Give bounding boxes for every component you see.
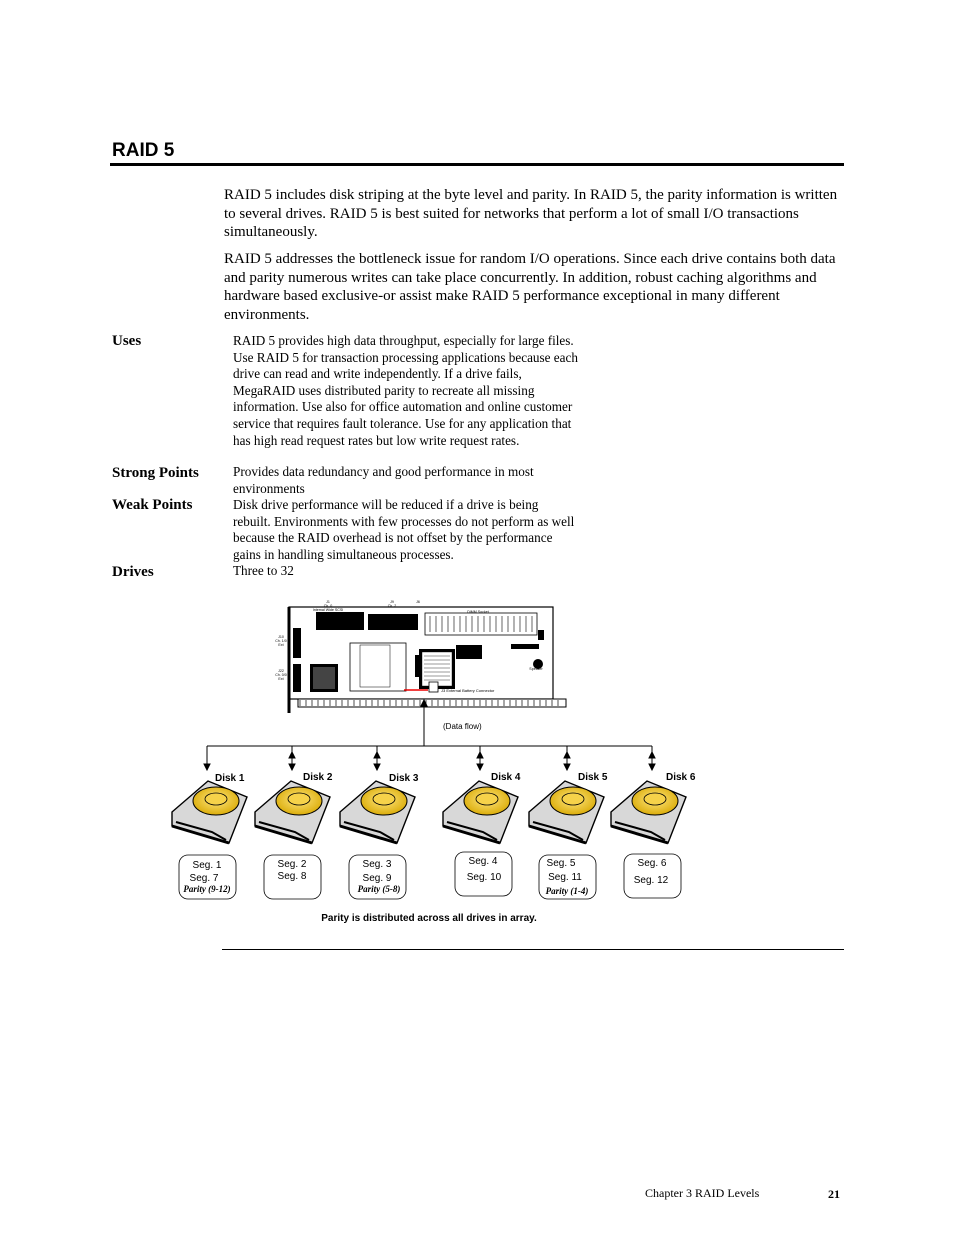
board-label-j9: J9 bbox=[390, 600, 394, 604]
data-flow-bus bbox=[204, 700, 655, 770]
board-label-ext-1: Ext bbox=[278, 643, 284, 647]
drives-label: Drives bbox=[112, 564, 154, 580]
disk-5-parity: Parity (1-4) bbox=[545, 886, 589, 896]
disk-6-label: Disk 6 bbox=[666, 772, 696, 783]
disk-3-seg-a: Seg. 3 bbox=[362, 859, 392, 870]
board-label-ext-2: Ext bbox=[278, 677, 284, 681]
disk-4 bbox=[443, 772, 521, 896]
board-label-dimm: DIMM Socket bbox=[467, 610, 489, 614]
footer-page-number: 21 bbox=[828, 1187, 840, 1201]
disk-3-parity: Parity (5-8) bbox=[357, 884, 401, 894]
intro-paragraph-1: RAID 5 includes disk striping at the byte level and parity. In RAID 5, the parity information is written to several drives. RAID 5 is best suited for networks that perform a lot of small I/O transactions simultaneously. bbox=[224, 187, 838, 240]
disk-5-seg-a: Seg. 5 bbox=[546, 858, 576, 869]
disk-3 bbox=[340, 773, 419, 899]
drives-text: Three to 32 bbox=[233, 563, 294, 578]
disk-5-seg-b: Seg. 11 bbox=[548, 872, 582, 883]
disk-2-seg-a: Seg. 2 bbox=[277, 859, 307, 870]
disk-1-seg-b: Seg. 7 bbox=[189, 873, 219, 884]
board-label-battery: J3 External Battery Connector bbox=[441, 688, 495, 693]
disk-4-seg-a: Seg. 4 bbox=[468, 856, 498, 867]
board-label-j1: J1 bbox=[326, 600, 330, 604]
weak-points-label: Weak Points bbox=[112, 497, 193, 513]
disk-3-label: Disk 3 bbox=[389, 773, 419, 784]
disk-6-seg-a: Seg. 6 bbox=[637, 858, 667, 869]
strong-points-label: Strong Points bbox=[112, 465, 199, 481]
disk-1-seg-a: Seg. 1 bbox=[192, 860, 222, 871]
disk-1-label: Disk 1 bbox=[215, 773, 245, 784]
disk-1-parity: Parity (9-12) bbox=[183, 884, 231, 894]
board-label-j22: J22 bbox=[278, 669, 284, 673]
board-label-speaker: Speaker bbox=[529, 667, 543, 671]
board-label-j22-ch: Ch. 0/0 bbox=[275, 673, 287, 677]
page-heading: RAID 5 bbox=[112, 140, 175, 161]
strong-points-text: Provides data redundancy and good performance in most environments bbox=[233, 464, 534, 496]
uses-text: RAID 5 provides high data throughput, especially for large files. Use RAID 5 for transaction processing applications because each drive can read and write independently. If a drive fails, MegaRAID uses distributed parity to recreate all missing information. Use also for office automation and online customer service that requires fault tolerance. Use for any application that has high read request rates but low write request rates. bbox=[233, 333, 578, 448]
board-label-ch0: Ch. 0 bbox=[323, 604, 333, 608]
disk-6 bbox=[611, 772, 696, 898]
data-flow-label: (Data flow) bbox=[443, 722, 482, 731]
footer-chapter: Chapter 3 RAID Levels bbox=[645, 1186, 760, 1200]
disk-2-seg-b: Seg. 8 bbox=[277, 871, 307, 882]
weak-points-text: Disk drive performance will be reduced if a drive is being rebuilt. Environments with few processes do not perform as well because the RAID overhead is not offset by the performance gains in handling simultaneous processes. bbox=[233, 497, 575, 562]
section-end-rule bbox=[222, 949, 844, 950]
board-label-internal-scsi: Internal Wide SCSI bbox=[312, 608, 344, 612]
board-label-ch2: Ch. 2 bbox=[387, 604, 397, 608]
diagram-caption: Parity is distributed across all drives in array. bbox=[321, 913, 537, 924]
disk-2 bbox=[255, 772, 333, 899]
disk-5-label: Disk 5 bbox=[578, 772, 608, 783]
controller-board bbox=[275, 600, 566, 713]
intro-paragraph-2: RAID 5 addresses the bottleneck issue for random I/O operations. Since each drive contains both data and parity numerous writes can take place concurrently. In addition, robust caching algorithms and hardware based exclusive-or assist make RAID 5 performance exceptional in many different environments. bbox=[224, 251, 836, 323]
uses-label: Uses bbox=[112, 333, 142, 349]
board-label-j10: J10 bbox=[278, 635, 284, 639]
disk-1 bbox=[172, 773, 247, 899]
disk-4-label: Disk 4 bbox=[491, 772, 521, 783]
disk-6-seg-b: Seg. 12 bbox=[633, 875, 669, 886]
board-label-j6: J6 bbox=[416, 600, 420, 604]
board-label-j10-ch: Ch. 1/0 bbox=[275, 639, 287, 643]
disk-4-seg-b: Seg. 10 bbox=[466, 872, 502, 883]
disk-2-label: Disk 2 bbox=[303, 772, 333, 783]
disk-3-seg-b: Seg. 9 bbox=[362, 873, 392, 884]
disk-5 bbox=[529, 772, 608, 899]
